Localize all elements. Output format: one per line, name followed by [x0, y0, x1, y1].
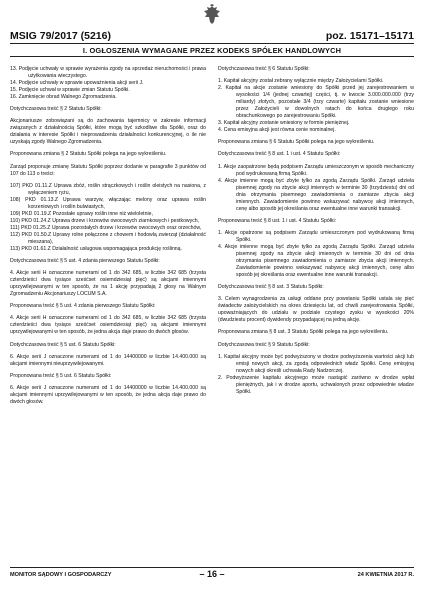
- paragraph: 4. Akcje serii H oznaczone numerami od 1 do 342 685, w liczbie 342 685 (trzysta czterdzieści dwa tysiące sześćset osiemdziesiąt pięć) są akcjami imiennymi uprzywilejowanymi w ten sposób, że jedna akcja daje prawo do dwóch głosów.: [10, 315, 206, 336]
- paragraph: Dotychczasowa treść § 2 Statutu Spółki:: [10, 106, 102, 113]
- list-item: [218, 164, 414, 178]
- list-item-text: PKD 01.24.Z Uprawa drzew i krzewów owocowych ziarnkowych i pestkowych,: [21, 217, 200, 224]
- paragraph: Dotychczasowa treść § 5 ust. 4 zdania pierwszego Statutu Spółki:: [10, 258, 160, 265]
- list-item-number: 107): [10, 182, 21, 189]
- list-item-text: Podjęcie uchwał w sprawie zmian Statutu Spółki.: [18, 87, 130, 94]
- list-item-number: 1.: [218, 163, 223, 170]
- list-item-number: 4.: [218, 177, 223, 184]
- list-item: [10, 80, 206, 87]
- list-item-text: Podjęcie uchwały w sprawie wyrażenia zgody na sprzedaż nieruchomości i prawa użytkowania wieczystego.: [18, 66, 206, 80]
- header-issue-number: MSIG 79/2017 (5216): [10, 30, 111, 42]
- list-item-number: 3.: [218, 120, 223, 127]
- paragraph: Proponowana treść § 8 ust. 1 i ust. 4 Statutu Spółki:: [218, 217, 337, 224]
- list-item-number: 2.: [218, 374, 223, 381]
- list-item-number: 15.: [10, 87, 18, 94]
- list-item-number: 113): [10, 246, 20, 253]
- list-item-number: 108): [10, 196, 21, 203]
- list-item-text: Kapitał akcyjny może być podwyższony w drodze podwyższenia wartości akcji lub emisji nowych akcji, za zgodą odpowiednich władz Spółki. Cenę emisyjną nowych akcji określi uchwała Rady Nadzorczej.: [224, 353, 414, 374]
- right-column: [218, 66, 414, 558]
- list-item-number: 4.: [218, 127, 223, 134]
- paragraph: 3. Celem wynagrodzenia za usługi oddane przy powstaniu Spółki ustala się pięć świadectw założycielskich na okres dziesięciu lat, od chwili zarejestrowania Spółki, upoważniających do udziału w podziale czystego zysku w wysokości 20% (dwudziestu procent) dywidendy przypadającej na jedną akcję.: [218, 296, 414, 324]
- list-item-number: 16.: [10, 94, 18, 101]
- list-item-text: Cena emisyjna akcji jest równa cenie nominalnej.: [223, 127, 336, 134]
- paragraph: Dotychczasowa treść § 6 Statutu Spółki:: [218, 66, 310, 72]
- paragraph: Dotychczasowa treść § 8 ust. 3 Statutu Spółki:: [218, 284, 324, 291]
- section-rule: [10, 56, 414, 57]
- paragraph: Dotychczasowa treść § 9 Statutu Spółki:: [218, 341, 310, 348]
- section-title: I. OGŁOSZENIA WYMAGANE PRZEZ KODEKS SPÓŁEK HANDLOWYCH: [82, 46, 342, 55]
- list-item-text: Kapitał na akcje zostanie wniesiony do Spółki przed jej zarejestrowaniem w wysokości 1/4 (jednej czwartej) części, tj. w kwocie 3.000.000.000 (trzy miliardy) złotych, pozostałe 3/4 (trzy czwarte) kapitału zostanie wniesione przez Założycieli w dowolnych ratach do końca drugiego roku obrachunkowego po zarejestrowaniu Spółki.: [225, 85, 414, 120]
- list-item: [10, 246, 206, 253]
- paragraph: Dotychczasowa treść § 8 ust. 1 i ust. 4 Statutu Spółki:: [218, 151, 341, 158]
- footer-date: 24 KWIETNIA 2017 R.: [357, 572, 414, 578]
- list-item-text: PKD 01.19.Z Pozostałe uprawy roślin inne niż wieloletnie,: [21, 210, 153, 217]
- paragraph: 6. Akcje serii J oznaczone numerami od 1 do 14400000 w liczbie 14.400.000 są akcjami imiennymi nieuprzywilejowanymi.: [10, 353, 206, 367]
- list-item-number: 110): [10, 217, 20, 224]
- list-item: [10, 225, 206, 232]
- list-item: [218, 244, 414, 279]
- paragraph: Dotychczasowa treść § 5 ust. 6 Statutu Spółki:: [10, 341, 116, 348]
- list-item-number: 14.: [10, 80, 18, 87]
- list-item-number: 112): [10, 231, 20, 238]
- list-item: [10, 183, 206, 197]
- paragraph: Proponowana zmiana § 8 ust. 3 Statutu Spółki polega na jego wykreśleniu.: [218, 329, 389, 336]
- list-item-text: Akcje imienne mogą być zbyte tylko za zgodą Zarządu Spółki. Zarząd udziela pisemnej zgody na zbycie akcji imiennych w terminie 30 (trzydziestu) dni od dnia otrzymania pisemnego zawiadomienia o zamiarze zbycia akcji imiennych. Zawiadomienie powinno wskazywać nabywcę akcji imiennych, cenę albo sposób jej określania oraz ewentualne inne warunki transakcji.: [224, 177, 414, 212]
- list-item-text: Akcje imienne mogą być zbyte tylko za zgodą Zarządu Spółki. Zarząd udziela pisemnej zgody na zbycie akcji imiennych w terminie 30 dni od dnia otrzymania pisemnego zawiadomienia o zamiarze zbycia akcji imiennych. Zawiadomienie powinno wskazywać nabywcę akcji imiennych, cenę albo sposób jej określania oraz ewentualne inne warunki transakcji.: [224, 243, 414, 279]
- paragraph: Akcjonariusze zobowiązani są do zachowania tajemnicy w zakresie informacji związanych z działalnością Spółki, które mogą być szkodliwe dla Spółki, oraz do działania w interesie Spółki i nieprowadzenia działalności konkurencyjnej, o ile nie uzyskają zgody Walnego Zgromadzenia.: [10, 118, 206, 146]
- list-item: [10, 211, 206, 218]
- list-item-text: PKD 01.61.Z Działalność usługowa wspomagająca produkcję roślinną.: [21, 246, 182, 253]
- header-rule: [10, 43, 414, 44]
- paragraph: Proponowana zmiana § 6 Statutu Spółki polega na jego wykreśleniu.: [218, 139, 375, 146]
- footer-publication-name: MONITOR SĄDOWY I GOSPODARCZY: [10, 572, 112, 578]
- paragraph: Zarząd proponuje zmianę Statutu Spółki poprzez dodanie w paragrafie 3 punktów od 107 do 113 o treści:: [10, 163, 206, 177]
- list-item: [218, 78, 414, 85]
- list-item: [10, 218, 206, 225]
- paragraph: Proponowana treść § 5 ust. 6 Statutu Spółki:: [10, 372, 112, 379]
- list-item: [218, 178, 414, 213]
- list-item-text: Podwyższenie kapitału akcyjnego może nastąpić zarówno w drodze wpłat pieniężnych, jak i w drodze aportu, uchwalonych przez odpowiednie władze Spółki.: [226, 374, 414, 395]
- list-item: [218, 375, 414, 396]
- header-position-range: poz. 15171–15171: [325, 30, 414, 42]
- list-item-number: 109): [10, 210, 21, 217]
- list-item-text: PKD 01.50.Z Uprawy rolne połączone z chowem i hodowlą zwierząt (działalność mieszana),: [21, 231, 206, 245]
- list-item-number: 1.: [218, 78, 223, 85]
- list-item: [218, 127, 414, 134]
- list-item-number: 13.: [10, 66, 18, 72]
- list-item: [218, 354, 414, 375]
- list-item-number: 1.: [218, 229, 223, 236]
- list-item-number: 1.: [218, 353, 223, 360]
- list-item-text: PKD 01.13.Z Uprawa warzyw, włączając melony oraz uprawa roślin korzeniowych i roślin bulwiastych,: [25, 196, 206, 210]
- list-item-text: Kapitał akcyjny zostanie wniesiony w formie pieniężnej.: [223, 120, 350, 127]
- paragraph: 6. Akcje serii J oznaczone numerami od 1 do 14400000 w liczbie 14.400.000 są akcjami imiennymi uprzywilejowanymi w ten sposób, że jedna akcja daje prawo do dwóch głosów.: [10, 384, 206, 405]
- list-item: [218, 230, 414, 244]
- list-item: [10, 197, 206, 211]
- list-item: [10, 87, 206, 94]
- list-item-number: 4.: [218, 243, 223, 250]
- left-column: [10, 66, 206, 558]
- footer-rule: [10, 567, 414, 568]
- paragraph: Proponowana zmiana § 2 Statutu Spółki polega na jego wykreśleniu.: [10, 151, 167, 158]
- list-item-number: 2.: [218, 85, 223, 92]
- list-item-text: PKD 01.25.Z Uprawa pozostałych drzew i krzewów owocowych oraz orzechów,: [20, 224, 202, 231]
- paragraph: 4. Akcje serii H oznaczone numerami od 1 do 342 685, w liczbie 342 685 (trzysta czterdzieści dwa tysiące sześćset osiemdziesiąt pięć) są akcjami imiennymi uprzywilejowanymi w ten sposób, że na 1 akcję przypadają 2 głosy na Walnym Zgromadzeniu Akcjonariuszy LOCUM S.A.: [10, 270, 206, 298]
- list-item-text: Zamknięcie obrad Walnego Zgromadzenia.: [18, 94, 117, 101]
- list-item: [10, 66, 206, 80]
- list-item-text: Akcje opatrzone są podpisem Zarządu umieszczonym pod wydrukowaną firmą Spółki.: [224, 229, 414, 243]
- list-item: [10, 94, 206, 101]
- list-item-number: 111): [10, 224, 20, 231]
- paragraph: Proponowana treść § 5 ust. 4 zdania pierwszego Statutu Spółki:: [10, 303, 156, 310]
- list-item: [218, 85, 414, 120]
- footer-page-number: – 16 –: [199, 569, 225, 579]
- list-item-text: PKD 01.11.Z Uprawa zbóż, roślin strączkowych i roślin oleistych na nasiona, z wyłączeniem ryżu,: [22, 182, 206, 196]
- list-item-text: Podjęcie uchwały w sprawie upoważnienia akcji serii J.: [18, 80, 144, 87]
- list-item-text: Akcje zaopatrzone będą podpisem Zarządu umieszczonym w sposób mechaniczny pod wydrukowaną firmą Spółki.: [223, 163, 414, 177]
- list-item-text: Kapitał akcyjny został zebrany wyłącznie między Założycielami Spółki.: [223, 78, 384, 85]
- list-item: [218, 120, 414, 127]
- list-item: [10, 232, 206, 246]
- polish-eagle-emblem-icon: [202, 4, 222, 26]
